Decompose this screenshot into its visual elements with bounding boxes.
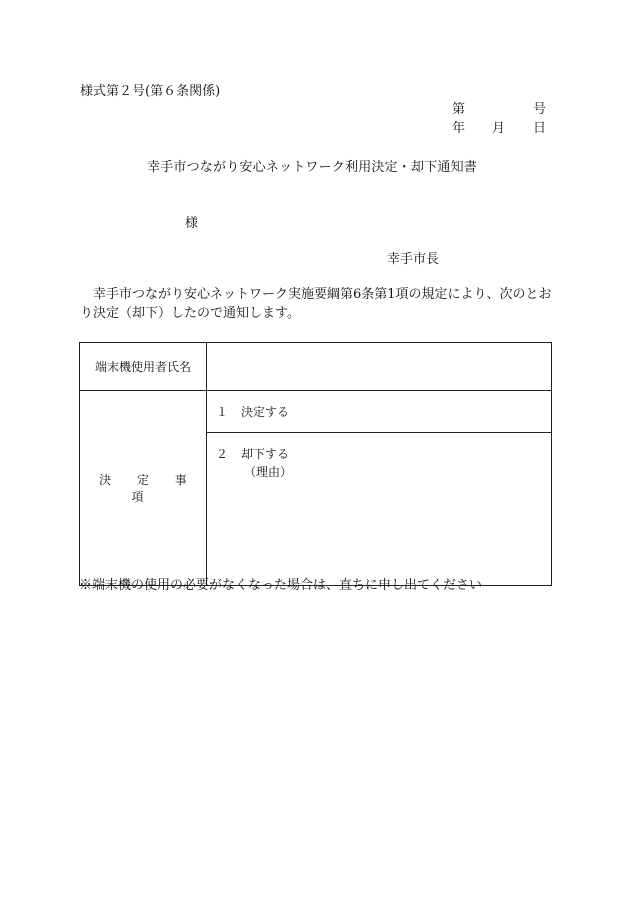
option-approve-number: １: [216, 405, 229, 419]
document-title: 幸手市つながり安心ネットワーク利用決定・却下通知書: [147, 160, 478, 175]
reject-reason-label: （理由）: [244, 465, 293, 479]
option-reject-text: 却下する: [241, 447, 290, 461]
decision-items-label: 決 定 事 項: [99, 473, 198, 504]
date-year-label: 年: [452, 121, 466, 136]
sender-name: 幸手市長: [387, 252, 440, 267]
form-number: 様式第２号(第６条関係): [80, 84, 221, 99]
user-name-label: 端末機使用者氏名: [80, 343, 207, 391]
user-name-row: [80, 343, 552, 391]
user-name-field[interactable]: [207, 343, 552, 391]
notice-body-text: 幸手市つながり安心ネットワーク実施要綱第6条第1項の規定により、次のとおり決定（却下）したので通知します。: [80, 287, 552, 321]
footnote: ※端末機の使用の必要がなくなった場合は、直ちに申し出てください: [79, 578, 483, 593]
option-reject[interactable]: [207, 433, 552, 586]
document-number-suffix: 号: [533, 102, 547, 117]
option-approve-text: 決定する: [241, 405, 290, 419]
decision-items-label-cell: [80, 391, 207, 586]
option-reject-number: ２: [216, 447, 229, 461]
date-month-label: 月: [492, 121, 506, 136]
decision-table: [79, 342, 552, 586]
document-number-label: 第: [452, 102, 466, 117]
decision-approve-row: [80, 391, 552, 433]
addressee-honorific: 様: [185, 216, 199, 231]
option-approve[interactable]: [207, 391, 552, 433]
date-day-label: 日: [533, 121, 547, 136]
notice-body: [80, 285, 555, 323]
